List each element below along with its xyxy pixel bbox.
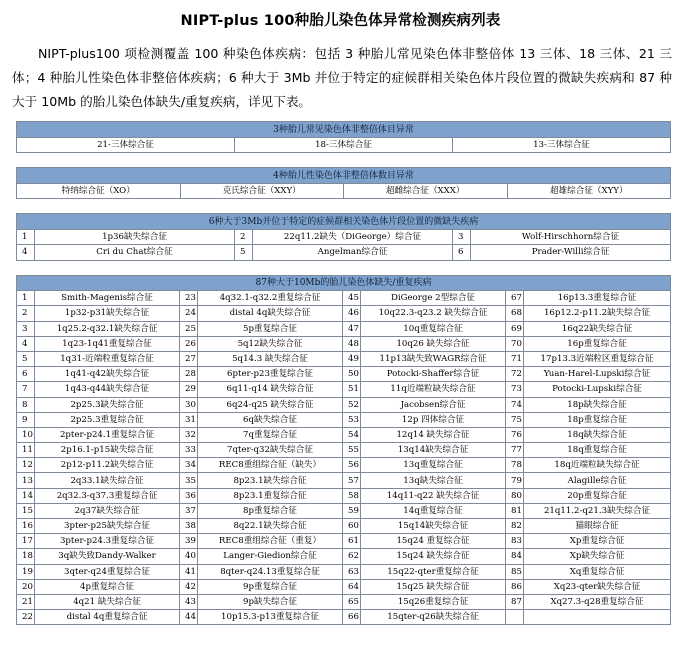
disease-name: 7q重复综合征	[198, 427, 343, 442]
disease-number: 14	[17, 488, 35, 503]
disease-name: 18q缺失综合征	[524, 427, 671, 442]
disease-name: 1p32-p31缺失综合征	[35, 306, 180, 321]
disease-number: 44	[180, 610, 198, 625]
disease-number: 52	[343, 397, 361, 412]
disease-number: 85	[506, 564, 524, 579]
disease-name: 17p13.3近端粒区重复综合征	[524, 351, 671, 366]
disease-name: 14q重复综合征	[361, 503, 506, 518]
disease-number: 84	[506, 549, 524, 564]
disease-name: 1q31-近端粒重复综合征	[35, 351, 180, 366]
disease-number: 16	[17, 519, 35, 534]
disease-name: Cri du Chat综合征	[35, 245, 235, 260]
disease-number: 35	[180, 473, 198, 488]
disease-name: distal 4q缺失综合征	[198, 306, 343, 321]
intro-text: NIPT-plus100 项检测覆盖 100 种染色体疾病：包括 3 种胎儿常见染色体非整倍体 13 三体、18 三体、21 三体；4 种胎儿性染色体非整倍体疾病；6 种大于 3Mb 并位于特定的症候群相关染色体片段位置的微缺失疾病和 87 种大于 10Mb 的胎儿染色体缺失/重复疾病，详见下表。	[12, 46, 672, 109]
disease-number: 86	[506, 579, 524, 594]
disease-name: 6pter-p23重复综合征	[198, 367, 343, 382]
disease-name: 3qter-q24重复综合征	[35, 564, 180, 579]
disease-name: Jacobsen综合征	[361, 397, 506, 412]
disease-number: 6	[453, 245, 471, 260]
disease-name: 20p重复综合征	[524, 488, 671, 503]
disease-number: 49	[343, 351, 361, 366]
disease-name: 5p重复综合征	[198, 321, 343, 336]
disease-number: 55	[343, 443, 361, 458]
disease-number: 59	[343, 503, 361, 518]
disease-number: 45	[343, 291, 361, 306]
disease-number: 39	[180, 534, 198, 549]
disease-name: 13q14缺失综合征	[361, 443, 506, 458]
disease-cell: 超雄综合征（XYY）	[507, 184, 671, 199]
disease-name: Yuan-Harel-Lupski综合征	[524, 367, 671, 382]
disease-name: 猫眼综合征	[524, 519, 671, 534]
disease-number: 12	[17, 458, 35, 473]
intro-paragraph	[12, 42, 672, 114]
disease-number: 23	[180, 291, 198, 306]
disease-number: 11	[17, 443, 35, 458]
disease-number: 37	[180, 503, 198, 518]
disease-name: 5q12缺失综合征	[198, 336, 343, 351]
disease-name: 7qter-q32缺失综合征	[198, 443, 343, 458]
disease-number: 74	[506, 397, 524, 412]
disease-number: 42	[180, 579, 198, 594]
disease-name: Xq27.3-q28重复综合征	[524, 594, 671, 609]
disease-name: Xp重复综合征	[524, 534, 671, 549]
disease-name: Alagille综合征	[524, 473, 671, 488]
disease-number: 63	[343, 564, 361, 579]
disease-name: 18q重复综合征	[524, 443, 671, 458]
table-row	[17, 473, 671, 488]
disease-number: 62	[343, 549, 361, 564]
disease-name: 12q14 缺失综合征	[361, 427, 506, 442]
disease-name: 21q11.2-q21.3缺失综合征	[524, 503, 671, 518]
disease-cell: 21-三体综合征	[17, 138, 235, 153]
disease-name: 18p缺失综合征	[524, 397, 671, 412]
disease-name: 8p23.1缺失综合征	[198, 473, 343, 488]
table-row	[17, 306, 671, 321]
disease-name: 13q缺失综合征	[361, 473, 506, 488]
disease-name	[524, 610, 671, 625]
disease-name: 2pter-p24.1重复综合征	[35, 427, 180, 442]
section-header: 6种大于3Mb并位于特定的症候群相关染色体片段位置的微缺失疾病	[17, 214, 671, 230]
disease-name: 5q14.3 缺失综合征	[198, 351, 343, 366]
disease-number: 83	[506, 534, 524, 549]
disease-name: Angelman综合征	[253, 245, 453, 260]
disease-number: 6	[17, 367, 35, 382]
disease-number: 18	[17, 549, 35, 564]
disease-number: 9	[17, 412, 35, 427]
disease-name: 18q近端粒缺失综合征	[524, 458, 671, 473]
disease-number: 75	[506, 412, 524, 427]
disease-name: Smith-Magenis综合征	[35, 291, 180, 306]
table-row	[17, 443, 671, 458]
table-row	[17, 336, 671, 351]
disease-name: 1q41-q42缺失综合征	[35, 367, 180, 382]
table-row	[17, 351, 671, 366]
disease-name: 1q25.2-q32.1缺失综合征	[35, 321, 180, 336]
disease-number: 29	[180, 382, 198, 397]
disease-name: 12p 四体综合征	[361, 412, 506, 427]
disease-number: 67	[506, 291, 524, 306]
disease-number: 82	[506, 519, 524, 534]
disease-number: 4	[17, 336, 35, 351]
table-row	[17, 291, 671, 306]
disease-number: 1	[17, 291, 35, 306]
disease-number: 27	[180, 351, 198, 366]
disease-name: 16p13.3重复综合征	[524, 291, 671, 306]
disease-number: 50	[343, 367, 361, 382]
disease-number: 10	[17, 427, 35, 442]
disease-number: 38	[180, 519, 198, 534]
disease-number: 58	[343, 488, 361, 503]
disease-name: 15q25 缺失综合征	[361, 579, 506, 594]
disease-name: 16p重复综合征	[524, 336, 671, 351]
disease-name: 2p25.3缺失综合征	[35, 397, 180, 412]
disease-name: 3q缺失致Dandy-Walker	[35, 549, 180, 564]
disease-number: 70	[506, 336, 524, 351]
disease-number: 2	[17, 306, 35, 321]
disease-name: 15q24 缺失综合征	[361, 549, 506, 564]
disease-number: 54	[343, 427, 361, 442]
disease-name: 6q缺失综合征	[198, 412, 343, 427]
disease-number: 26	[180, 336, 198, 351]
disease-name: Langer-Giedion综合征	[198, 549, 343, 564]
disease-number: 28	[180, 367, 198, 382]
table-row	[17, 549, 671, 564]
disease-cell: 克氏综合征（XXY）	[180, 184, 344, 199]
disease-number: 77	[506, 443, 524, 458]
disease-name: Xq23-qter缺失综合征	[524, 579, 671, 594]
disease-name: 2p12-p11.2缺失综合征	[35, 458, 180, 473]
table-row	[17, 488, 671, 503]
disease-name: Potocki-Shaffer综合征	[361, 367, 506, 382]
disease-name: 2q33.1缺失综合征	[35, 473, 180, 488]
disease-cell: 13-三体综合征	[453, 138, 671, 153]
table-row	[17, 579, 671, 594]
disease-name: REC8重组综合征（缺失）	[198, 458, 343, 473]
section-header: 3种胎儿常见染色体非整倍体目异常	[17, 122, 671, 138]
table-row	[17, 594, 671, 609]
disease-number: 8	[17, 397, 35, 412]
table-row	[17, 230, 671, 245]
disease-name: 15q14缺失综合征	[361, 519, 506, 534]
disease-name: 2p16.1-p15缺失综合征	[35, 443, 180, 458]
disease-number: 1	[17, 230, 35, 245]
disease-name: 15qter-q26缺失综合征	[361, 610, 506, 625]
table-row	[17, 610, 671, 625]
disease-name: 3pter-p25缺失综合征	[35, 519, 180, 534]
disease-number: 20	[17, 579, 35, 594]
disease-name: 2q37缺失综合征	[35, 503, 180, 518]
disease-number: 51	[343, 382, 361, 397]
disease-name: 10q26 缺失综合征	[361, 336, 506, 351]
disease-name: 16q22缺失综合征	[524, 321, 671, 336]
disease-name: 3pter-p24.3重复综合征	[35, 534, 180, 549]
disease-name: 15q26重复综合征	[361, 594, 506, 609]
disease-name: Prader-Willi综合征	[471, 245, 671, 260]
disease-name: 1q23-1q41重复综合征	[35, 336, 180, 351]
disease-name: 10p15.3-p13重复综合征	[198, 610, 343, 625]
disease-number: 5	[235, 245, 253, 260]
disease-number: 60	[343, 519, 361, 534]
disease-name: 14q11-q22 缺失综合征	[361, 488, 506, 503]
disease-cell: 18-三体综合征	[235, 138, 453, 153]
disease-number: 48	[343, 336, 361, 351]
disease-number: 19	[17, 564, 35, 579]
section-header: 87种大于10Mb的胎儿染色体缺失/重复疾病	[17, 276, 671, 291]
table-row	[17, 321, 671, 336]
disease-number: 72	[506, 367, 524, 382]
disease-name: Xq重复综合征	[524, 564, 671, 579]
disease-number: 24	[180, 306, 198, 321]
disease-number: 76	[506, 427, 524, 442]
disease-number: 3	[17, 321, 35, 336]
disease-cell: 特纳综合征（XO）	[17, 184, 181, 199]
disease-number: 56	[343, 458, 361, 473]
disease-number: 87	[506, 594, 524, 609]
disease-name: 16p12.2-p11.2缺失综合征	[524, 306, 671, 321]
microdeletion-table	[16, 213, 671, 261]
table-row	[17, 564, 671, 579]
disease-cell: 超雌综合征（XXX）	[344, 184, 508, 199]
disease-name: 8qter-q24.13重复综合征	[198, 564, 343, 579]
disease-number: 64	[343, 579, 361, 594]
disease-number: 32	[180, 427, 198, 442]
disease-name: 6q11-q14 缺失综合征	[198, 382, 343, 397]
disease-name: Xp缺失综合征	[524, 549, 671, 564]
page-title: NIPT-plus 100种胎儿染色体异常检测疾病列表	[180, 13, 501, 29]
disease-number: 3	[453, 230, 471, 245]
disease-number: 46	[343, 306, 361, 321]
table-row	[17, 367, 671, 382]
disease-name: 8p23.1重复综合征	[198, 488, 343, 503]
table-row	[17, 519, 671, 534]
disease-number: 68	[506, 306, 524, 321]
disease-number: 5	[17, 351, 35, 366]
disease-name: 1q43-q44缺失综合征	[35, 382, 180, 397]
disease-name: 9p重复综合征	[198, 579, 343, 594]
disease-number: 69	[506, 321, 524, 336]
table-row	[17, 397, 671, 412]
disease-name: Wolf-Hirschhorn综合征	[471, 230, 671, 245]
disease-number: 71	[506, 351, 524, 366]
disease-name: 15q24 重复综合征	[361, 534, 506, 549]
disease-name: 2p25.3重复综合征	[35, 412, 180, 427]
table-row	[17, 382, 671, 397]
disease-name: 18p重复综合征	[524, 412, 671, 427]
disease-number: 43	[180, 594, 198, 609]
disease-name: 8q22.1缺失综合征	[198, 519, 343, 534]
disease-number: 34	[180, 458, 198, 473]
disease-number: 65	[343, 594, 361, 609]
disease-number: 41	[180, 564, 198, 579]
disease-number: 78	[506, 458, 524, 473]
disease-number: 31	[180, 412, 198, 427]
disease-name: 1p36缺失综合征	[35, 230, 235, 245]
disease-number	[506, 610, 524, 625]
disease-number: 21	[17, 594, 35, 609]
table-row	[17, 245, 671, 260]
disease-name: 10q22.3-q23.2 缺失综合征	[361, 306, 506, 321]
disease-number: 17	[17, 534, 35, 549]
disease-number: 80	[506, 488, 524, 503]
disease-number: 61	[343, 534, 361, 549]
disease-number: 25	[180, 321, 198, 336]
disease-name: 22q11.2缺失（DiGeorge）综合征	[253, 230, 453, 245]
disease-name: 9p缺失综合征	[198, 594, 343, 609]
disease-number: 2	[235, 230, 253, 245]
disease-number: 22	[17, 610, 35, 625]
disease-name: 15q22-qter重复综合征	[361, 564, 506, 579]
disease-name: 11p13缺失致WAGR综合征	[361, 351, 506, 366]
disease-name: 10q重复综合征	[361, 321, 506, 336]
disease-name: 4q21 缺失综合征	[35, 594, 180, 609]
disease-number: 73	[506, 382, 524, 397]
disease-name: 6q24-q25 缺失综合征	[198, 397, 343, 412]
disease-name: 13q重复综合征	[361, 458, 506, 473]
disease-number: 33	[180, 443, 198, 458]
disease-number: 81	[506, 503, 524, 518]
disease-name: Potocki-Lupski综合征	[524, 382, 671, 397]
disease-name: DiGeorge 2型综合征	[361, 291, 506, 306]
disease-number: 13	[17, 473, 35, 488]
disease-number: 66	[343, 610, 361, 625]
disease-number: 36	[180, 488, 198, 503]
disease-name: REC8重组综合征（重复）	[198, 534, 343, 549]
disease-number: 30	[180, 397, 198, 412]
disease-name: 4p重复综合征	[35, 579, 180, 594]
table-row	[17, 427, 671, 442]
sex-chromosome-table	[16, 167, 671, 199]
disease-number: 15	[17, 503, 35, 518]
table-row	[17, 458, 671, 473]
disease-number: 7	[17, 382, 35, 397]
disease-number: 53	[343, 412, 361, 427]
disease-number: 47	[343, 321, 361, 336]
disease-name: 11q近端粒缺失综合征	[361, 382, 506, 397]
common-aneuploidy-table	[16, 121, 671, 153]
table-row	[17, 503, 671, 518]
disease-number: 79	[506, 473, 524, 488]
disease-number: 57	[343, 473, 361, 488]
section-header: 4种胎儿性染色体非整倍体数目异常	[17, 168, 671, 184]
disease-number: 4	[17, 245, 35, 260]
disease-name: 2q32.3-q37.3重复综合征	[35, 488, 180, 503]
cnv-table	[16, 275, 671, 625]
table-row	[17, 412, 671, 427]
disease-name: 8p重复综合征	[198, 503, 343, 518]
disease-name: 4q32.1-q32.2重复综合征	[198, 291, 343, 306]
disease-number: 40	[180, 549, 198, 564]
disease-name: distal 4q重复综合征	[35, 610, 180, 625]
table-row	[17, 534, 671, 549]
